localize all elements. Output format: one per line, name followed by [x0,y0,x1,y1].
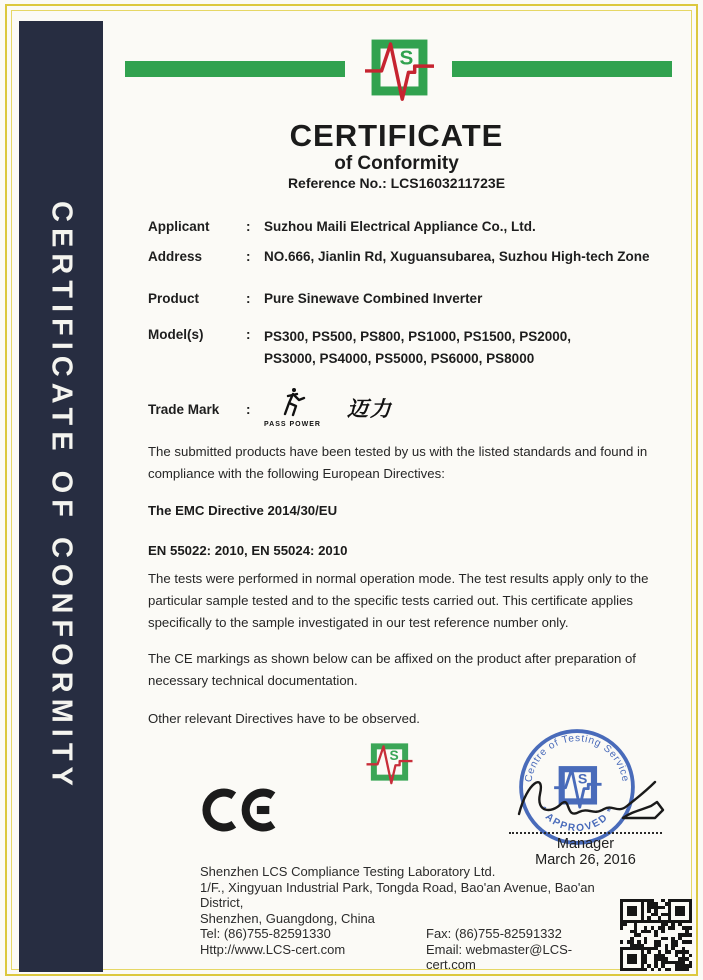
footer-email: Email: webmaster@LCS-cert.com [426,941,573,972]
footer-address-line2: Shenzhen, Guangdong, China [200,910,375,926]
field-label: Address [148,249,203,264]
field-colon: : [246,219,251,234]
field-label: Trade Mark [148,402,220,417]
page-title: CERTIFICATE [289,118,504,153]
field-colon: : [246,291,251,306]
sidebar-vertical-text: CERTIFICATE OF CONFORMITY [45,201,78,792]
lcs-logo-small-icon [366,739,413,785]
field-row-trademark [148,386,673,434]
svg-text:S: S [389,748,399,764]
paragraph-tests-note: The tests were performed in normal operation mode. The test results apply only to the particular sample tested and to the specific tests carried out. This certificate applies specifically to the sample investigated in our test reference number only. [148,571,649,630]
field-row-applicant [148,218,673,236]
field-colon: : [246,402,251,417]
field-colon: : [246,327,251,342]
signature-line [509,822,662,834]
models-line-2: PS3000, PS4000, PS5000, PS6000, PS8000 [264,351,535,366]
reference-number: Reference No.: LCS1603211723E [287,175,506,191]
field-value: Suzhou Maili Electrical Appliance Co., Ltd. [264,219,536,234]
field-colon: : [246,249,251,264]
directive-line: The EMC Directive 2014/30/EU [148,503,338,518]
footer-fax: Fax: (86)755-82591332 [426,926,562,941]
paragraph-other-note: Other relevant Directives have to be observed. [148,711,420,726]
footer [200,864,620,973]
footer-address-line1: 1/F., Xingyuan Industrial Park, Tongda Road, Bao'an Avenue, Bao'an District, [200,879,595,910]
field-row-address [148,248,673,266]
qr-code [620,899,692,971]
footer-company: Shenzhen LCS Compliance Testing Laboratory Ltd. [200,864,496,879]
paragraph-ce-note: The CE markings as shown below can be affixed on the product after preparation of necessary technical documentation. [148,651,636,688]
sidebar [19,21,103,972]
field-value [264,326,673,370]
standards-line: EN 55022: 2010, EN 55024: 2010 [148,543,348,558]
field-value: Pure Sinewave Combined Inverter [264,291,483,306]
field-label: Product [148,291,200,306]
trademark-runner-icon [274,386,310,418]
field-label: Applicant [148,219,210,234]
models-line-1: PS300, PS500, PS800, PS1000, PS1500, PS2000, [264,329,571,344]
trademark-text-en: PASS POWER [264,421,321,428]
stamp-ring-text: Centre of Testing Service [523,733,631,784]
ce-mark-icon [199,780,283,840]
lcs-logo-icon [364,33,435,102]
issue-date: March 26, 2016 [535,852,636,868]
svg-text:S: S [577,771,588,788]
header-bar-right [452,61,672,77]
trademark-text-cn: 迈力 [346,398,393,421]
trademark-logo [264,386,321,434]
svg-text:S: S [399,46,414,70]
field-row-models [148,326,673,370]
page-subtitle: of Conformity [334,153,459,174]
field-row-product [148,290,673,308]
header-bar-left [125,61,345,77]
paragraph-intro: The submitted products have been tested by us with the listed standards and found in compliance with the following European Directives: [148,444,648,481]
footer-tel: Tel: (86)755-82591330 [200,926,331,941]
field-label: Model(s) [148,327,204,342]
footer-web: Http://www.LCS-cert.com [200,941,346,957]
manager-title: Manager [556,836,615,852]
field-value: NO.666, Jianlin Rd, Xuguansubarea, Suzhou High-tech Zone [264,249,650,264]
stamp-approved-text: * APPROVED * [536,805,618,835]
